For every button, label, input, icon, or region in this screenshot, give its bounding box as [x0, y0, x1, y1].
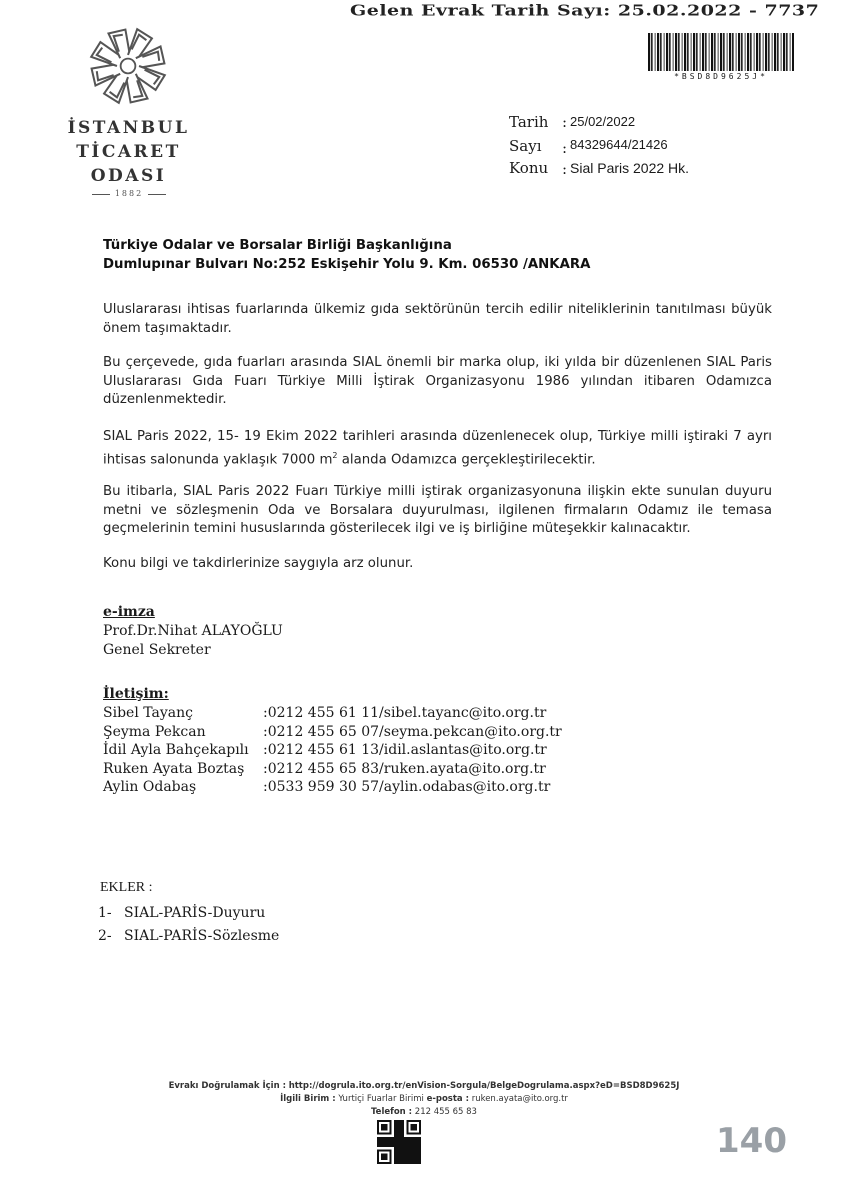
incoming-document-stamp: Gelen Evrak Tarih Sayı: 25.02.2022 - 7737	[350, 2, 820, 20]
contact-name: Aylin Odabaş	[103, 779, 197, 795]
recipient-line2: Dumlupınar Bulvarı No:252 Eskişehir Yolu 9. Km. 06530 /ANKARA	[103, 257, 591, 272]
unit-value: Yurtiçi Fuarlar Birimi	[338, 1094, 424, 1104]
subject-label: Konu	[509, 159, 549, 177]
ito-logo-icon	[82, 20, 174, 112]
contacts-heading: İletişim:	[103, 686, 169, 702]
contact-name: İdil Ayla Bahçekapılı	[103, 742, 249, 758]
org-name-line2: TİCARET	[76, 142, 181, 162]
recipient-line1: Türkiye Odalar ve Borsalar Birliği Başkanlığına	[103, 238, 452, 253]
number-colon: :	[562, 139, 568, 157]
body-paragraph-4: Bu itibarla, SIAL Paris 2022 Fuarı Türkiye milli iştirak organizasyonuna ilişkin ekte sunulan duyuru metni ve sözleşmenin Oda ve Borsalara duyurulması, ilgilenen firmaların Odamız ile temasa geçmelerinin temini hususlarında gösterilecek ilgi ve iş birliğine müteşekkir kalınacaktır.	[103, 484, 772, 536]
attachment-item: SIAL-PARİS-Duyuru	[124, 905, 266, 921]
anniversary-logo-icon	[714, 1117, 788, 1159]
signatory-name: Prof.Dr.Nihat ALAYOĞLU	[103, 623, 283, 639]
contact-info: :0212 455 65 07/seyma.pekcan@ito.org.tr	[263, 724, 562, 740]
email-label: e-posta :	[426, 1094, 469, 1104]
attachment-number: 2-	[98, 928, 112, 944]
phone-label: Telefon :	[371, 1107, 413, 1117]
p3-text-after: alanda Odamızca gerçekleştirilecektir.	[337, 451, 596, 467]
footer-phone-line	[0, 1107, 848, 1117]
verify-label: Evrakı Doğrulamak İçin :	[168, 1081, 286, 1091]
date-colon: :	[562, 113, 568, 131]
signatory-title: Genel Sekreter	[103, 642, 211, 658]
contact-info: :0212 455 61 11/sibel.tayanc@ito.org.tr	[263, 705, 547, 721]
contact-info: :0212 455 61 13/idil.aslantas@ito.org.tr	[263, 742, 547, 758]
body-paragraph-1: Uluslararası ihtisas fuarlarında ülkemiz gıda sektörünün tercih edilir niteliklerinin tanıtılması büyük önem taşımaktadır.	[103, 302, 772, 336]
body-paragraph-2: Bu çerçevede, gıda fuarları arasında SIAL önemli bir marka olup, iki yılda bir düzenlenen SIAL Paris Uluslararası Gıda Fuarı Türkiye Milli İştirak Organizasyonu 1986 yılından itibaren Odamızca düzenlenmektedir.	[103, 355, 772, 407]
footer-unit-line	[0, 1094, 848, 1104]
p3-text-before: SIAL Paris 2022, 15- 19 Ekim 2022 tarihleri arasında düzenlenecek olup, Türkiye milli iştiraki 7 ayrı ihtisas salonunda yaklaşık 7000 m	[103, 429, 772, 467]
verify-url-link[interactable]: http://dogrula.ito.org.tr/enVision-Sorgula/BelgeDogrulama.aspx?eD=BSD8D9625J	[288, 1081, 680, 1091]
org-name-line1: İSTANBUL	[67, 118, 190, 138]
footer-verify-line	[0, 1081, 848, 1091]
p3-superscript: 2	[332, 450, 338, 460]
date-label: Tarih	[509, 113, 549, 131]
attachment-item: SIAL-PARİS-Sözlesme	[124, 928, 280, 944]
founding-year-text: 1882	[114, 189, 144, 198]
barcode-text: *BSD8D9625J*	[674, 72, 768, 81]
contact-info: :0533 959 30 57/aylin.odabas@ito.org.tr	[263, 779, 551, 795]
org-name-line3: ODASI	[90, 166, 167, 186]
body-paragraph-5: Konu bilgi ve takdirlerinize saygıyla arz olunur.	[103, 556, 414, 571]
email-value[interactable]: ruken.ayata@ito.org.tr	[471, 1094, 568, 1104]
unit-label: İlgili Birim :	[280, 1094, 336, 1104]
attachments-heading: EKLER :	[100, 880, 153, 895]
qr-code-icon	[377, 1120, 421, 1164]
body-paragraph-3	[103, 428, 772, 469]
org-founding-year	[92, 189, 166, 198]
number-value: 84329644/21426	[570, 137, 668, 152]
contact-name: Sibel Tayanç	[103, 705, 193, 721]
contact-name: Şeyma Pekcan	[103, 724, 206, 740]
anniversary-number: 140	[716, 1121, 787, 1159]
e-signature-label: e-imza	[103, 604, 155, 620]
contact-name: Ruken Ayata Boztaş	[103, 761, 245, 777]
attachment-number: 1-	[98, 905, 112, 921]
number-label: Sayı	[509, 137, 542, 155]
phone-value: 212 455 65 83	[414, 1107, 477, 1117]
date-value: 25/02/2022	[570, 114, 636, 129]
contact-info: :0212 455 65 83/ruken.ayata@ito.org.tr	[263, 761, 546, 777]
subject-value: Sial Paris 2022 Hk.	[570, 160, 690, 176]
barcode	[648, 33, 794, 71]
subject-colon: :	[562, 160, 568, 178]
